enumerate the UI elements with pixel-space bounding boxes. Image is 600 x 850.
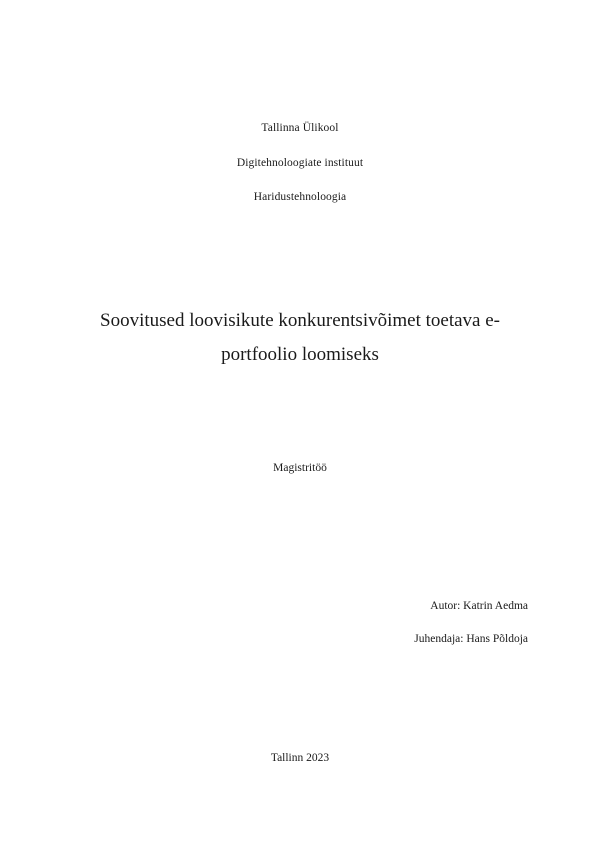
supervisor-line: Juhendaja: Hans Põldoja [414,633,528,645]
institute-name: Digitehnoloogiate instituut [236,157,364,169]
thesis-title [60,304,540,372]
author-line: Autor: Katrin Aedma [430,600,528,612]
work-type: Magistritöö [273,462,327,474]
place-year: Tallinn 2023 [270,752,330,764]
thesis-title-line-2: portfoolio loomiseks [221,344,379,365]
field-name: Haridustehnoloogia [253,191,347,203]
university-name: Tallinna Ülikool [261,122,339,134]
thesis-title-line-1: Soovitused loovisikute konkurentsivõimet toetava e- [100,310,500,331]
